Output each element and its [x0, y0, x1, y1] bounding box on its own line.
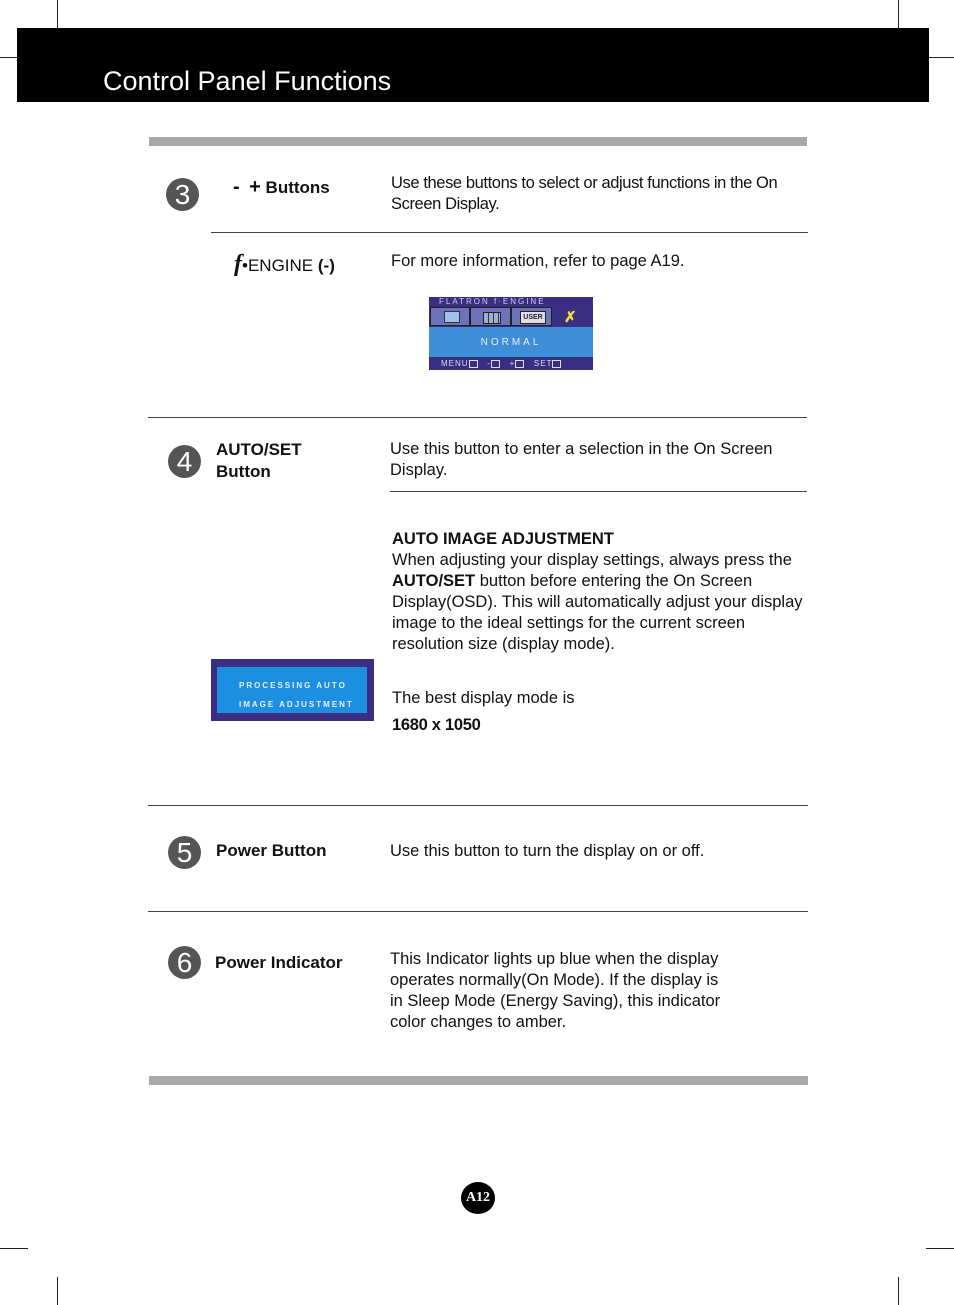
engine-description: For more information, refer to page A19.: [391, 252, 685, 270]
auto-image-adjustment-title: AUTO IMAGE ADJUSTMENT: [392, 530, 614, 548]
crop-mark: [57, 1277, 58, 1305]
osd-mode-text: NORMAL: [480, 337, 542, 348]
section-divider-thick: [149, 1076, 808, 1085]
section-number-3: 3: [166, 178, 199, 211]
grid-icon: [483, 312, 501, 324]
monitor-icon: [444, 311, 460, 323]
section-divider: [148, 805, 808, 806]
power-indicator-description: This Indicator lights up blue when the display operates normally(On Mode). If the display is in Sleep Mode (Energy Saving), this indicator color changes to amber.: [390, 950, 721, 1031]
section-number-5: 5: [168, 836, 201, 869]
monitor-icon-cell: [430, 307, 470, 326]
osd-engine-title: FLATRON f·ENGINE: [439, 297, 546, 306]
power-indicator-label: Power Indicator: [215, 953, 343, 972]
osd-processing-line1: PROCESSING AUTO: [239, 681, 347, 690]
grid-icon-cell: [470, 307, 511, 326]
engine-label: f•ENGINE (-): [234, 251, 335, 277]
crop-mark: [929, 57, 954, 58]
buttons-label: - + Buttons: [233, 176, 330, 198]
best-mode-label: The best display mode is: [392, 689, 575, 707]
power-button-label: Power Button: [216, 841, 327, 860]
divider: [390, 491, 807, 492]
osd-processing-line2: IMAGE ADJUSTMENT: [239, 700, 354, 709]
section-number-6: 6: [168, 946, 201, 979]
auto-set-description: Use this button to enter a selection in the On Screen Display.: [390, 440, 773, 479]
crop-mark: [926, 1248, 954, 1249]
osd-processing-screen: [211, 659, 374, 721]
page-number: A12: [461, 1182, 495, 1214]
osd-engine-screen: [429, 297, 593, 370]
section-divider: [148, 911, 808, 912]
best-mode-value: 1680 x 1050: [392, 716, 481, 734]
crop-mark: [0, 57, 17, 58]
buttons-description: Use these buttons to select or adjust functions in the On Screen Display.: [391, 174, 778, 213]
section-number-4: 4: [168, 445, 201, 478]
user-badge: USER: [520, 311, 546, 324]
user-cell: [511, 307, 552, 326]
crop-mark: [0, 1248, 28, 1249]
f-engine-logo: f: [234, 251, 242, 277]
page-header: [17, 28, 929, 102]
auto-set-label: AUTO/SET Button: [216, 440, 302, 481]
close-icon: ✗: [564, 309, 577, 326]
section-divider-thick: [149, 137, 807, 146]
osd-engine-controls: MENU - + SET: [429, 358, 593, 370]
page-title: Control Panel Functions: [103, 66, 392, 96]
auto-image-adjustment-text: AUTO IMAGE ADJUSTMENT When adjusting your display settings, always press the AUTO/SET button before entering the On Screen Display(OSD). This will automatically adjust your display image to the ideal settings for the current screen resolution size (display mode).: [392, 530, 803, 653]
crop-mark: [57, 0, 58, 28]
crop-mark: [898, 0, 899, 28]
crop-mark: [898, 1277, 899, 1305]
section-divider: [148, 417, 807, 418]
power-button-description: Use this button to turn the display on or off.: [390, 842, 705, 860]
divider: [211, 232, 808, 233]
